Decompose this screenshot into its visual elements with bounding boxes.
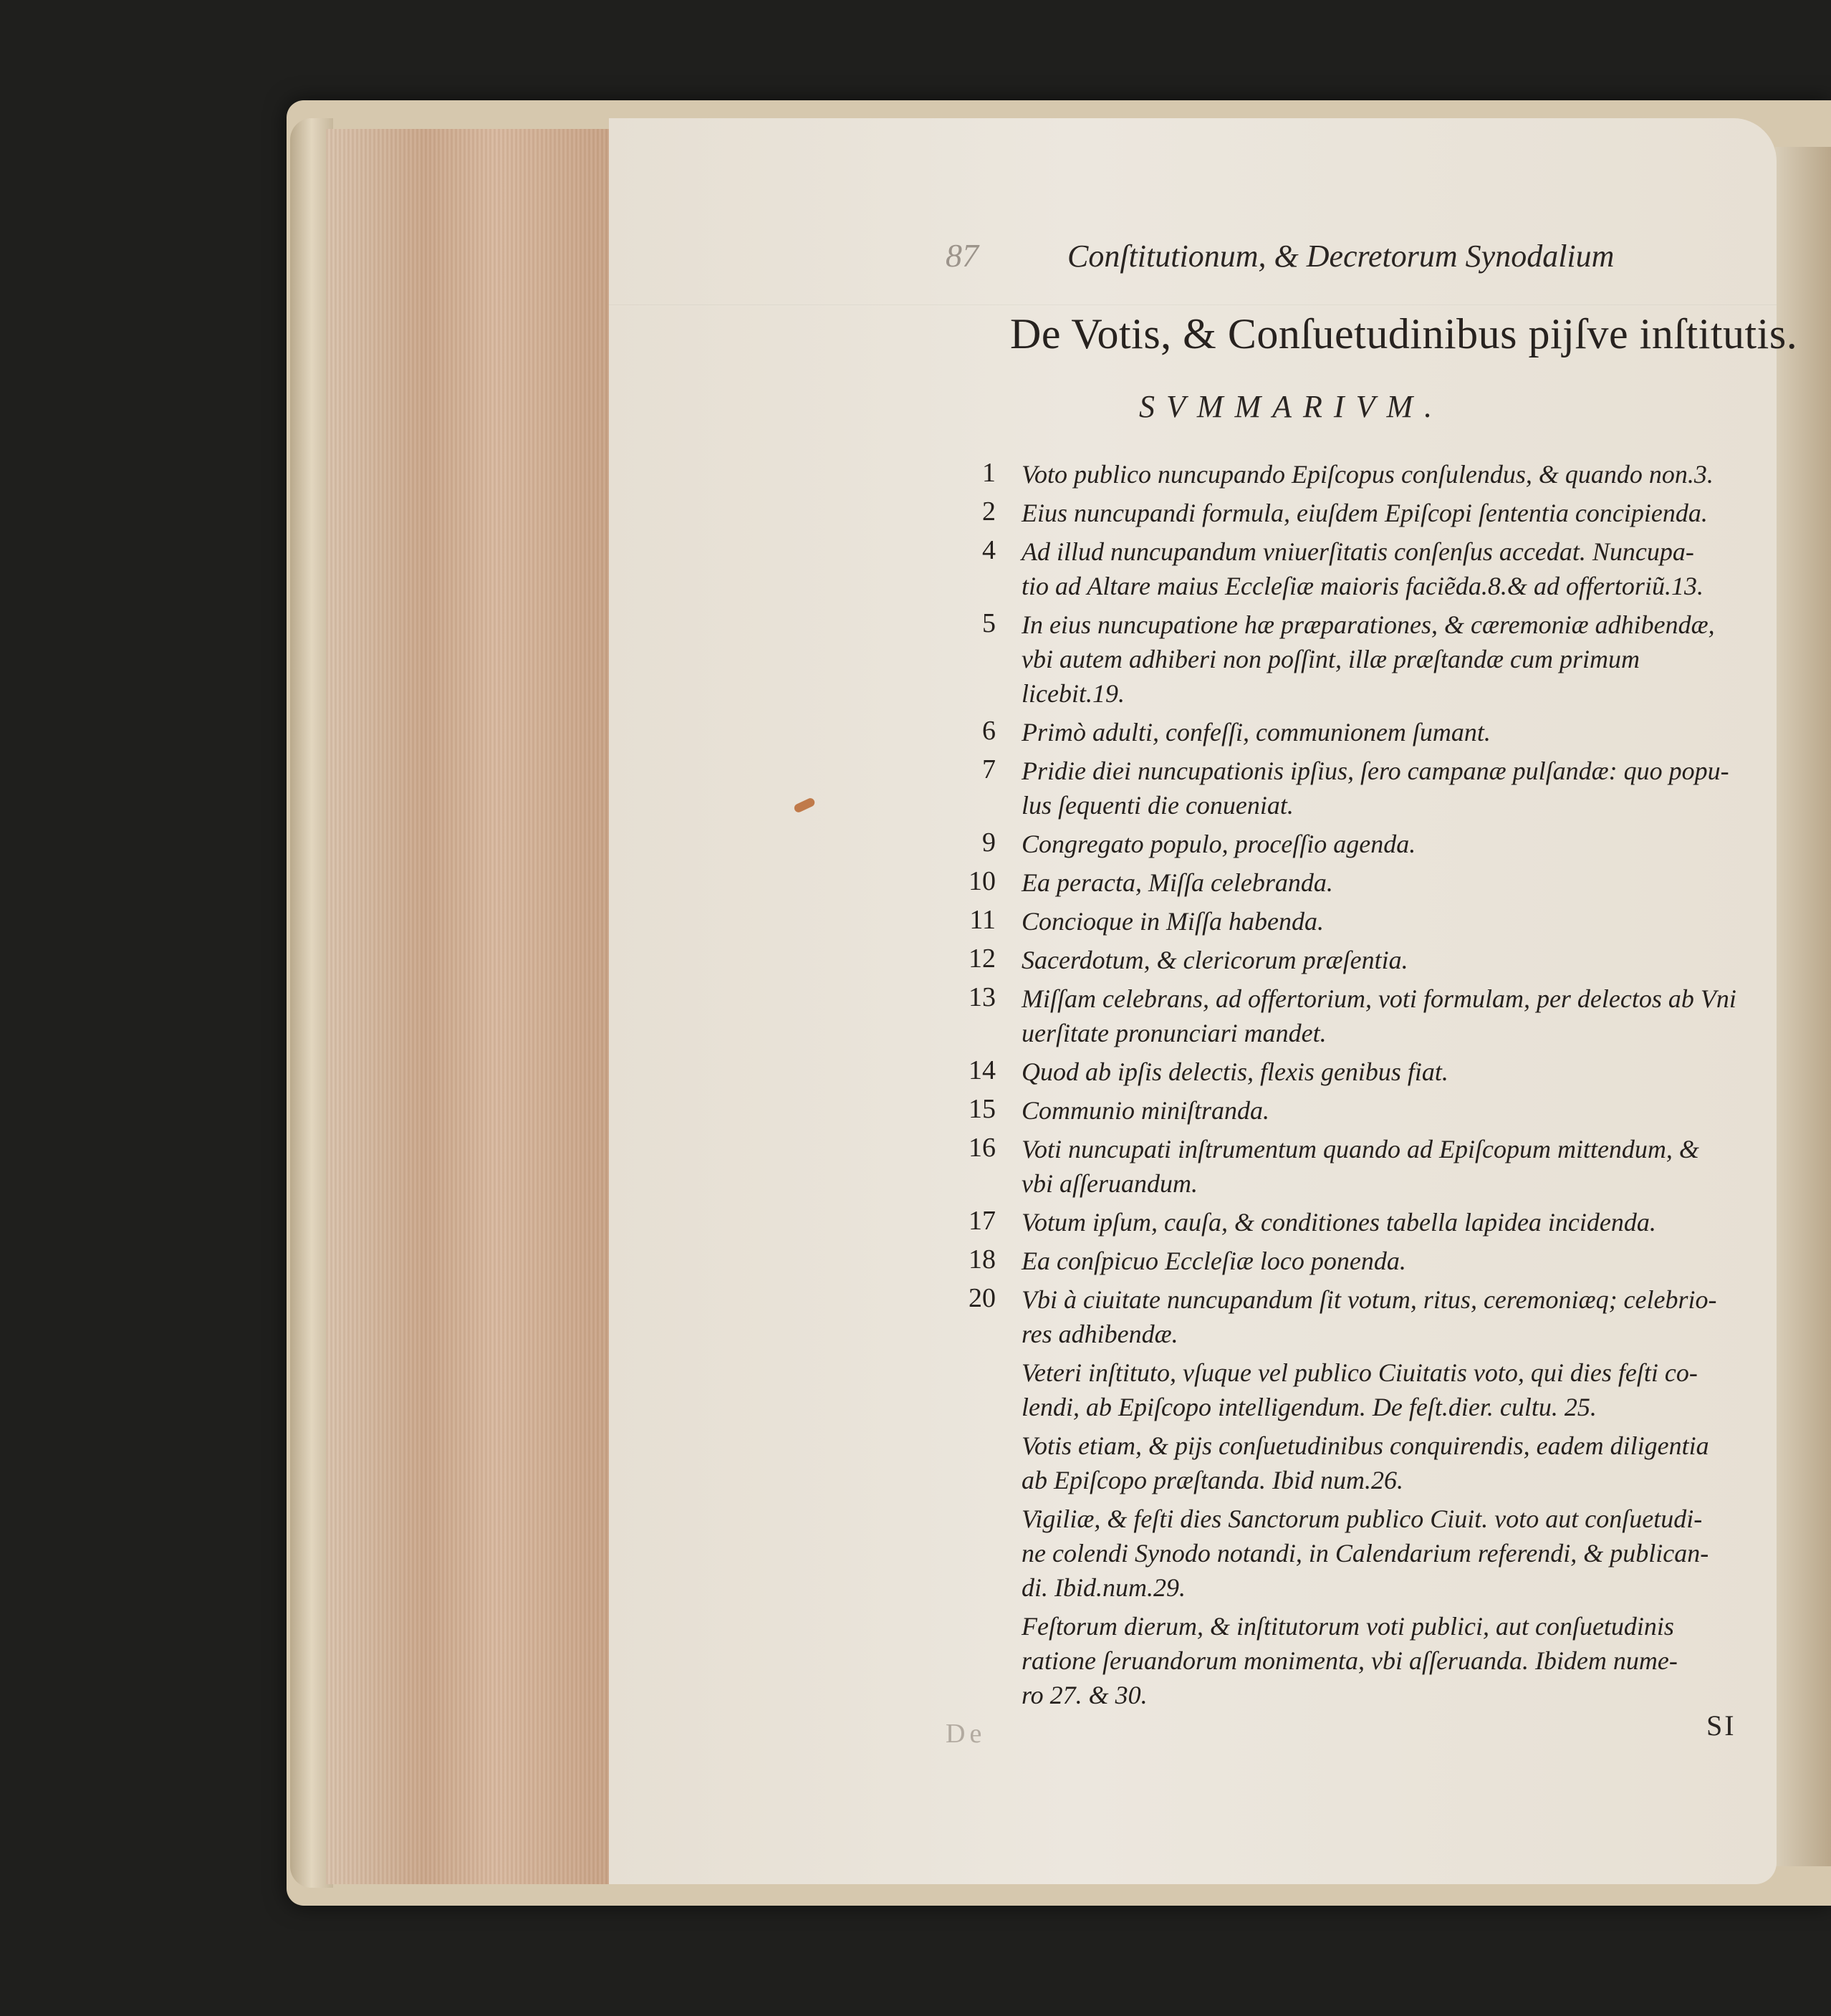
entry-line: Communio miniſtranda. <box>1022 1096 1270 1125</box>
page-title: De Votis, & Conſuetudinibus pijſve inſtitutis. <box>1010 310 1798 357</box>
entry-number: 16 <box>969 1133 996 1163</box>
entry-number: 20 <box>969 1283 996 1313</box>
entry-number: 18 <box>969 1244 996 1275</box>
entry-line: Voti nuncupati inſtrumentum quando ad Epiſcopum mittendum, & <box>1022 1135 1699 1163</box>
entry-line: Vbi à ciuitate nuncupandum ſit votum, ritus, ceremoniæq; celebrio- <box>1022 1285 1717 1314</box>
entry-number: 7 <box>982 754 996 784</box>
summary-entry <box>953 904 1759 939</box>
entry-line: Vigiliæ, & feſti dies Sanctorum publico Ciuit. voto aut conſuetudi- <box>1022 1504 1703 1533</box>
entry-line: ro 27. & 30. <box>1022 1681 1148 1709</box>
entry-number: 6 <box>982 716 996 746</box>
entry-number: 9 <box>982 827 996 858</box>
ghost-page-number: 87 <box>946 237 979 274</box>
summary-entry <box>953 827 1759 861</box>
running-head: Conſtitutionum, & Decretorum Synodalium <box>1067 239 1615 274</box>
entry-line: Congregato populo, proceſſio agenda. <box>1022 830 1416 858</box>
entry-line: Feſtorum dierum, & inſtitutorum voti publici, aut conſuetudinis <box>1022 1612 1674 1641</box>
section-heading: SVMMARIVM. <box>1139 389 1444 424</box>
entry-number: 14 <box>969 1055 996 1085</box>
entry-line: Veteri inſtituto, vſuque vel publico Ciuitatis voto, qui dies feſti co- <box>1022 1358 1698 1387</box>
entry-line: vbi aſſeruandum. <box>1022 1169 1198 1198</box>
summary-entry <box>953 1132 1759 1201</box>
entry-line: di. Ibid.num.29. <box>1022 1573 1186 1602</box>
bleed-through-line <box>609 304 1777 305</box>
summary-entry <box>953 754 1759 822</box>
adjacent-page-edge <box>1775 147 1831 1866</box>
page-edges <box>326 129 612 1884</box>
entry-line: Quod ab ipſis delectis, flexis genibus fiat. <box>1022 1057 1448 1086</box>
summary-entry <box>953 981 1759 1050</box>
entry-number: 10 <box>969 866 996 896</box>
entry-line: lendi, ab Epiſcopo intelligendum. De feſt.dier. cultu. 25. <box>1022 1393 1597 1421</box>
summary-entry <box>953 457 1759 491</box>
entry-number: 5 <box>982 608 996 638</box>
entry-line: Primò adulti, confeſſi, communionem ſumant. <box>1022 718 1491 747</box>
summary-entry <box>953 1244 1759 1278</box>
entry-line: res adhibendæ. <box>1022 1320 1178 1348</box>
entry-number: 4 <box>982 535 996 565</box>
summary-entry <box>953 1355 1759 1424</box>
entry-line: Eius nuncupandi formula, eiuſdem Epiſcopi ſententia concipienda. <box>1022 499 1708 527</box>
entry-line: ab Epiſcopo præſtanda. Ibid num.26. <box>1022 1466 1403 1494</box>
entry-number: 12 <box>969 944 996 974</box>
summary-entry <box>953 496 1759 530</box>
signature-mark: SI <box>1706 1709 1736 1742</box>
entry-line: Miſſam celebrans, ad offertorium, voti formulam, per delectos ab Vni <box>1022 984 1736 1013</box>
entry-line: In eius nuncupatione hæ præparationes, & cæremoniæ adhibendæ, <box>1022 610 1715 639</box>
entry-line: licebit.19. <box>1022 679 1125 708</box>
entry-line: vbi autem adhiberi non poſſint, illæ præſtandæ cum primum <box>1022 645 1640 673</box>
ghost-footer-text: De <box>946 1719 986 1749</box>
entry-line: Ea peracta, Miſſa celebranda. <box>1022 868 1333 897</box>
summary-entry <box>953 1429 1759 1497</box>
summary-entry <box>953 1502 1759 1605</box>
entry-line: lus ſequenti die conueniat. <box>1022 791 1294 820</box>
entry-number: 1 <box>982 458 996 488</box>
summary-entry <box>953 1055 1759 1089</box>
summary-entry <box>953 865 1759 900</box>
summary-entry <box>953 1609 1759 1712</box>
entry-number: 11 <box>969 905 996 935</box>
entry-number: 15 <box>969 1094 996 1124</box>
entry-line: Ea conſpicuo Eccleſiæ loco ponenda. <box>1022 1247 1406 1275</box>
entry-line: Pridie diei nuncupationis ipſius, ſero campanæ pulſandæ: quo popu- <box>1022 757 1729 785</box>
summary-entry <box>953 534 1759 603</box>
entry-number: 17 <box>969 1206 996 1236</box>
entry-number: 2 <box>982 496 996 527</box>
entry-line: ratione ſeruandorum monimenta, vbi aſſeruanda. Ibidem nume- <box>1022 1646 1678 1675</box>
entry-line: uerſitate pronunciari mandet. <box>1022 1019 1327 1047</box>
entry-line: Votis etiam, & pijs conſuetudinibus conquirendis, eadem diligentia <box>1022 1431 1709 1460</box>
summary-entry <box>953 715 1759 749</box>
summary-entry <box>953 1093 1759 1128</box>
entry-line: Concioque in Miſſa habenda. <box>1022 907 1324 936</box>
entry-line: tio ad Altare maius Eccleſiæ maioris faciẽda.8.& ad offertoriũ.13. <box>1022 572 1703 600</box>
entry-line: Ad illud nuncupandum vniuerſitatis conſenſus accedat. Nuncupa- <box>1022 537 1694 566</box>
summary-entry <box>953 1205 1759 1239</box>
summary-list <box>953 457 1759 1717</box>
entry-line: ne colendi Synodo notandi, in Calendarium referendi, & publican- <box>1022 1539 1709 1568</box>
summary-entry <box>953 1282 1759 1351</box>
summary-entry <box>953 608 1759 711</box>
entry-line: Votum ipſum, cauſa, & conditiones tabella lapidea incidenda. <box>1022 1208 1656 1237</box>
entry-line: Sacerdotum, & clericorum præſentia. <box>1022 946 1408 974</box>
summary-entry <box>953 943 1759 977</box>
entry-line: Voto publico nuncupando Epiſcopus conſulendus, & quando non.3. <box>1022 460 1714 489</box>
entry-number: 13 <box>969 982 996 1012</box>
